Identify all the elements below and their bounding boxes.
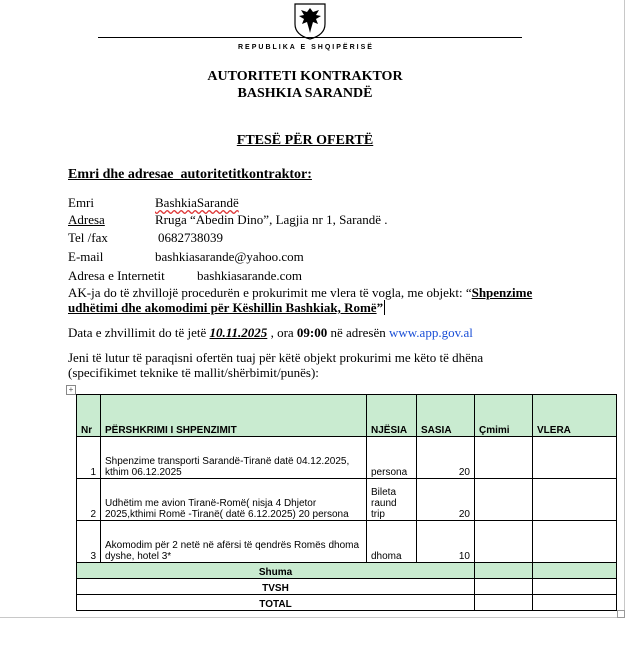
vat-price [475, 579, 533, 595]
object-part1: Shpenzime [471, 285, 533, 300]
row-qty: 10 [417, 521, 475, 563]
row-unit: Bileta raund trip [367, 479, 417, 521]
table-row [77, 479, 617, 521]
address-label: Adresa [68, 212, 105, 227]
row-unit: dhoma [367, 521, 417, 563]
email-label: E-mail [68, 249, 104, 264]
header-unit: NJËSIA [367, 395, 417, 437]
resize-handle[interactable] [617, 610, 625, 618]
row-desc: Shpenzime transporti Sarandë-Tiranë datë 04.12.2025, kthim 06.12.2025 [101, 437, 367, 479]
row-value [533, 479, 617, 521]
page-right-edge [624, 0, 625, 618]
sum-price [475, 563, 533, 579]
time-value: 09:00 [296, 325, 328, 340]
row-desc: Akomodim për 2 netë në afërsi të qendrës Romës dhoma dyshe, hotel 3* [101, 521, 367, 563]
row-qty: 20 [417, 479, 475, 521]
total-value [533, 595, 617, 611]
albanian-eagle-emblem-icon [292, 2, 328, 40]
row-value [533, 521, 617, 563]
header-rule [98, 37, 522, 38]
page-bottom-edge [0, 617, 625, 618]
total-label: TOTAL [77, 595, 475, 611]
row-nr: 3 [77, 521, 101, 563]
header-nr: Nr [77, 395, 101, 437]
web-value: bashkiasarande.com [197, 268, 303, 283]
row-nr: 2 [77, 479, 101, 521]
row-price [475, 479, 533, 521]
table-row [77, 437, 617, 479]
vat-value [533, 579, 617, 595]
authority-line1: AUTORITETI KONTRAKTOR [207, 69, 403, 84]
row-nr: 1 [77, 437, 101, 479]
name-label: Emri [68, 195, 94, 210]
date-prefix: Data e zhvillimit do të jetë [68, 325, 210, 340]
sum-value [533, 563, 617, 579]
row-value [533, 437, 617, 479]
vat-label: TVSH [77, 579, 475, 595]
total-row [77, 595, 617, 611]
tel-label: Tel /fax [68, 230, 108, 245]
date-line [68, 325, 473, 341]
table-header-row [77, 395, 617, 437]
authority-line2: BASHKIA SARANDË [237, 86, 373, 101]
row-unit: persona [367, 437, 417, 479]
tel-value: 0682738039 [158, 230, 223, 245]
section-title: Emri dhe adresae_autoritetitkontraktor: [68, 167, 312, 182]
vat-row [77, 579, 617, 595]
header-desc: PËRSHKRIMI I SHPENZIMIT [101, 395, 367, 437]
total-price [475, 595, 533, 611]
email-value: bashkiasarande@yahoo.com [155, 249, 304, 264]
row-price [475, 437, 533, 479]
row-desc: Udhëtim me avion Tiranë-Romë( nisja 4 Dhjetor 2025,kthimi Romë -Tiranë( datë 6.12.2025) 20 persona [101, 479, 367, 521]
invite-line1: Jeni të lutur të paraqisni ofertën tuaj për këtë objekt prokurimi me këto të dhëna [68, 350, 484, 365]
date-mid: , ora [267, 325, 297, 340]
object-part2: udhëtimi dhe akomodimi për Këshillin Bashkiak, Romë [68, 300, 377, 315]
sum-row [77, 563, 617, 579]
app-link[interactable]: www.app.gov.al [388, 325, 473, 340]
table-row [77, 521, 617, 563]
invite-line2: (specifikimet teknike të mallit/shërbimit/punës): [68, 365, 319, 380]
date-mid2: në adresën [327, 325, 389, 340]
header-price: Çmimi [475, 395, 533, 437]
object-close: ” [376, 300, 384, 315]
expense-table [76, 394, 617, 611]
table-move-handle-icon[interactable]: + [66, 385, 76, 395]
text-cursor [384, 300, 388, 315]
object-line [68, 300, 388, 316]
row-price [475, 521, 533, 563]
intro-text: AK-ja do të zhvillojë procedurën e prokurimit me vlera të vogla, me objekt: “ [68, 285, 472, 300]
header-qty: SASIA [417, 395, 475, 437]
doc-title: FTESË PËR OFERTË [236, 133, 374, 148]
country-name: REPUBLIKA E SHQIPËRISË [238, 44, 374, 51]
web-label: Adresa e Internetit [68, 268, 165, 283]
address-value: Rruga “Abedin Dino”, Lagjia nr 1, Sarandë . [155, 212, 388, 227]
date-value: 10.11.2025 [209, 325, 268, 340]
name-value: BashkiaSarandë [155, 195, 239, 210]
intro-line [68, 285, 532, 301]
row-qty: 20 [417, 437, 475, 479]
header-value: VLERA [533, 395, 617, 437]
sum-label: Shuma [77, 563, 475, 579]
